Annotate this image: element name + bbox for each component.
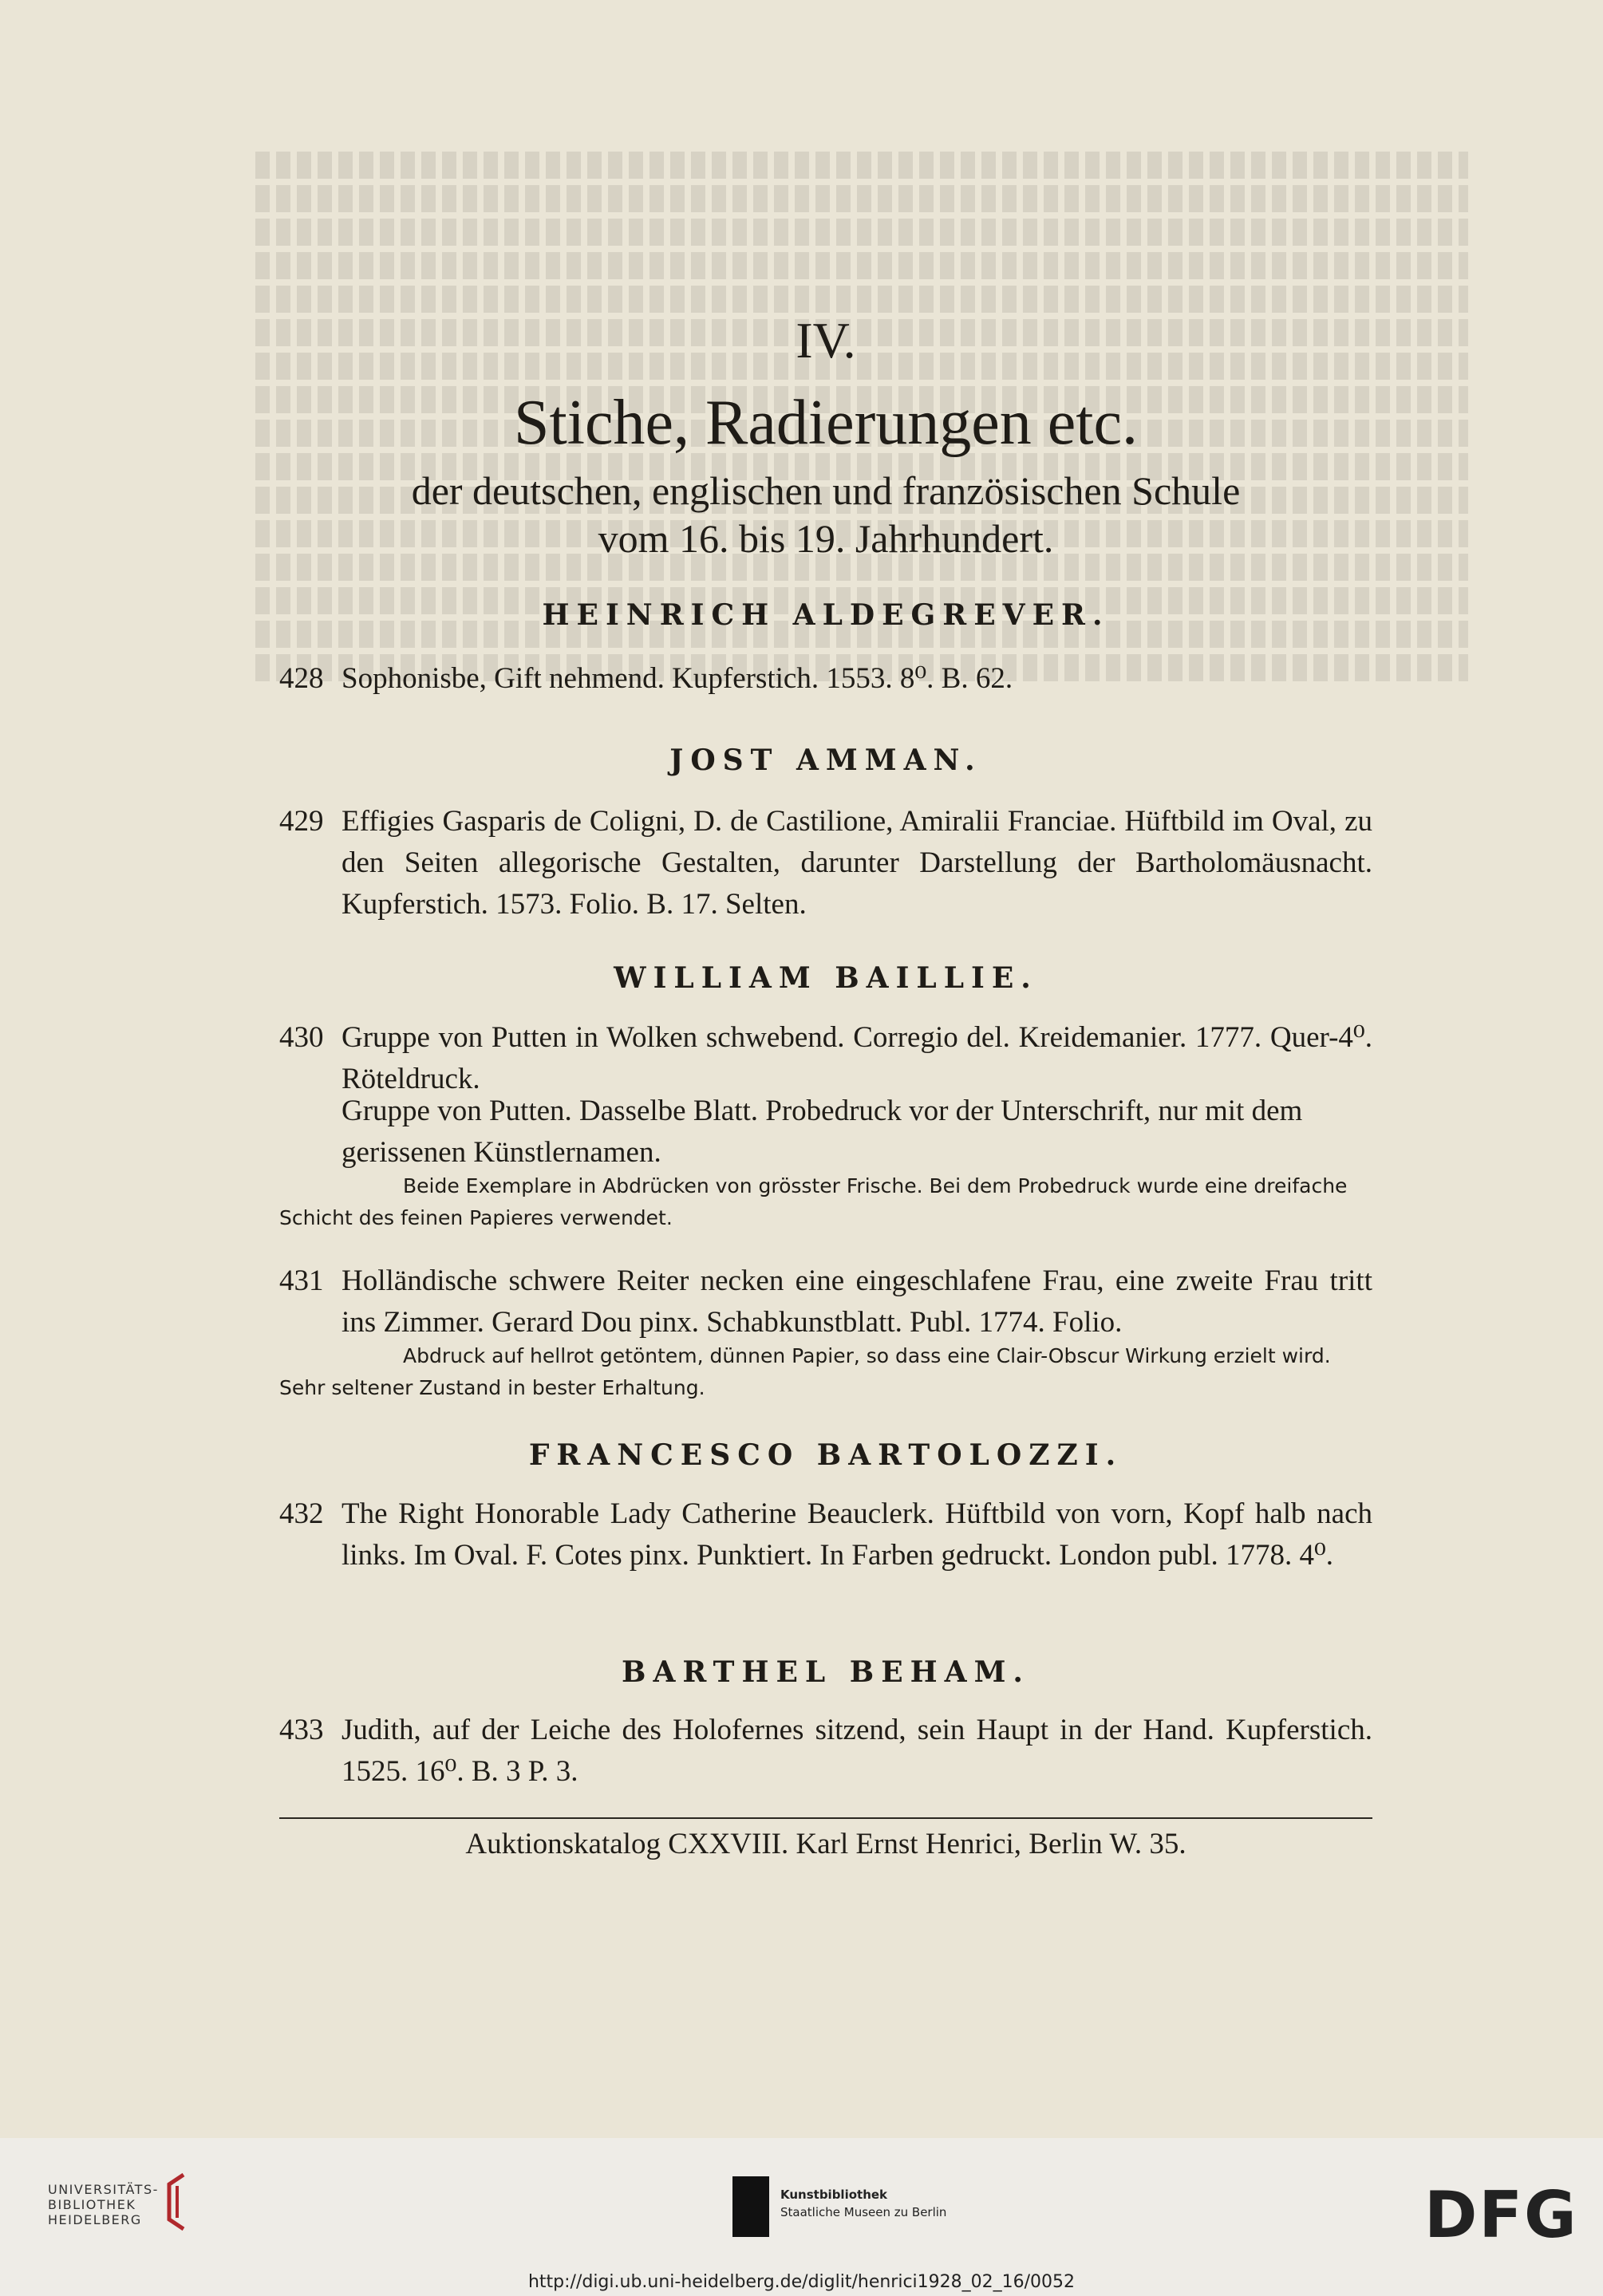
artist-heading: FRANCESCO BARTOLOZZI. [528,1438,1123,1472]
catalog-entry [279,801,1372,925]
artist-heading: WILLIAM BAILLIE. [614,961,1038,995]
catalog-entry [279,658,1372,700]
entry-text: Sophonisbe, Gift nehmend. Kupferstich. 1553. 8⁰. B. 62. [342,662,1013,695]
entry-text: Gruppe von Putten in Wolken schwebend. Corregio del. Kreidemanier. 1777. Quer-4⁰. Röteldruck. [342,1021,1372,1095]
dfg-logo[interactable]: DFG [1424,2178,1578,2252]
kb-name: Kunstbibliothek [780,2188,888,2202]
entry-note: Beide Exemplare in Abdrücken von grösster Frische. Bei dem Probedruck wurde eine dreifache Schicht des feinen Papieres verwendet. [279,1174,1348,1229]
entry-number: 433 [279,1714,324,1746]
heidelberg-emblem-icon[interactable] [160,2170,191,2234]
page-title: Stiche, Radierungen etc. [514,388,1138,458]
subtitle-line-2: vom 16. bis 19. Jahrhundert. [598,516,1054,561]
uh-line-2: BIBLIOTHEK [48,2197,136,2212]
entry-text: Holländische schwere Reiter necken eine eingeschlafene Frau, eine zweite Frau tritt ins Zimmer. Gerard Dou pinx. Schabkunstblatt. Publ. 1774. Folio. [342,1264,1372,1339]
catalog-entry [279,1260,1372,1343]
uh-line-3: HEIDELBERG [48,2212,142,2227]
kunstbibliothek-logo-icon[interactable] [732,2176,769,2237]
catalog-entry [279,1017,1372,1100]
entry-number: 432 [279,1497,324,1530]
section-number: IV. [796,312,856,369]
artist-heading: BARTHEL BEHAM. [622,1655,1030,1689]
kunstbibliothek-credit[interactable] [780,2186,946,2221]
uh-line-1: UNIVERSITÄTS- [48,2182,159,2197]
kb-subtitle: Staatliche Museen zu Berlin [780,2205,947,2219]
artist-heading: JOST AMMAN. [669,744,982,777]
entry-note: Abdruck auf hellrot getöntem, dünnen Papier, so dass eine Clair-Obscur Wirkung erzielt wird. Sehr seltener Zustand in bester Erhaltung. [279,1344,1331,1399]
entry-number: 431 [279,1264,324,1297]
entry-text: Judith, auf der Leiche des Holofernes sitzend, sein Haupt in der Hand. Kupferstich. 1525. 16⁰. B. 3 P. 3. [342,1714,1372,1788]
permalink-url[interactable]: http://digi.ub.uni-heidelberg.de/diglit/henrici1928_02_16/0052 [527,2272,1076,2292]
entry-number: 429 [279,805,324,838]
entry-number: 430 [279,1021,324,1054]
catalog-entry [279,1493,1372,1576]
subtitle-line-1: der deutschen, englischen und französischen Schule [411,468,1241,513]
heidelberg-logo-text[interactable] [48,2182,159,2227]
artist-heading: HEINRICH ALDEGREVER. [542,598,1110,632]
page-subtitle [279,467,1372,562]
footer-rule [279,1817,1372,1819]
entry-text: Effigies Gasparis de Coligni, D. de Castilione, Amiralii Franciae. Hüftbild im Oval, zu den Seiten allegorische Gestalten, darunter Darstellung der Bartholomäusnacht. Kupferstich. 1573. Folio. B. 17. Selten. [342,805,1372,921]
entry-continuation: Gruppe von Putten. Dasselbe Blatt. Probedruck vor der Unterschrift, nur mit dem gerissenen Künstlernamen. [342,1095,1303,1169]
entry-number: 428 [279,662,324,695]
entry-text: The Right Honorable Lady Catherine Beauclerk. Hüftbild von vorn, Kopf halb nach links. Im Oval. F. Cotes pinx. Punktiert. In Farben gedruckt. London publ. 1778. 4⁰. [342,1497,1372,1572]
catalog-entry [279,1710,1372,1793]
page-footer: Auktionskatalog CXXVIII. Karl Ernst Henrici, Berlin W. 35. [465,1828,1186,1860]
